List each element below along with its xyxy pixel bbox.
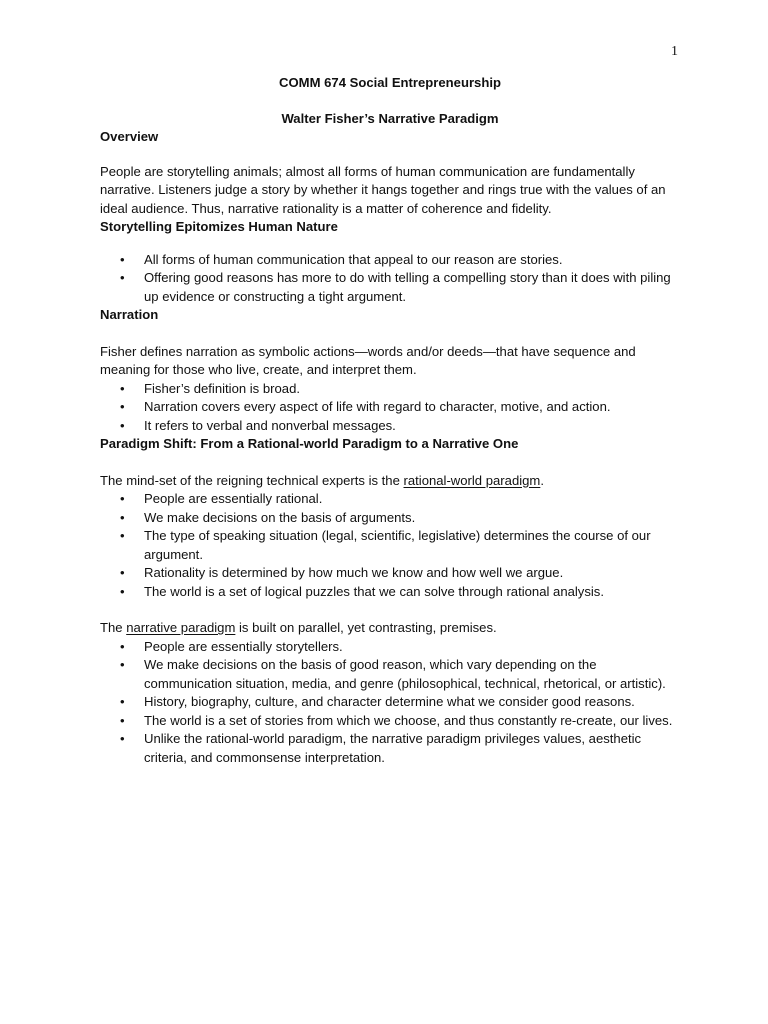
bullet-icon: • [120, 380, 125, 396]
list-item [100, 269, 680, 306]
bullet-icon: • [120, 657, 125, 672]
narrative-paradigm-term: narrative paradigm [126, 620, 236, 635]
bullet-icon: • [120, 731, 125, 746]
overview-heading: Overview [100, 129, 159, 144]
list-item-text: Fisher’s definition is broad. [144, 380, 300, 396]
list-item [100, 527, 680, 564]
list-item-text: People are essentially rational. [144, 491, 323, 506]
list-item [100, 490, 680, 509]
bullet-icon: • [120, 583, 125, 599]
list-item [100, 638, 680, 657]
list-item [100, 564, 680, 583]
bullet-icon: • [120, 528, 125, 543]
list-item [100, 656, 680, 693]
list-item-text: The type of speaking situation (legal, scientific, legislative) determines the course of our argument. [144, 528, 651, 562]
overview-paragraph: People are storytelling animals; almost all forms of human communication are fundamentally narrative. Listeners judge a story by whether it hangs together and rings true with the values of an ideal audience. Thus, narrative rationality is a matter of coherence and fidelity. [100, 163, 666, 216]
document-body [100, 72, 680, 767]
list-item [100, 693, 680, 712]
narration-paragraph: Fisher defines narration as symbolic actions—words and/or deeds—that have sequence and meaning for those who live, create, and interpret them. [100, 343, 636, 377]
list-item [100, 712, 680, 731]
paradigm-shift-heading: Paradigm Shift: From a Rational-world Paradigm to a Narrative One [100, 436, 519, 451]
bullet-icon: • [120, 491, 125, 506]
list-item [100, 417, 680, 436]
intro-text: The mind-set of the reigning technical experts is the [100, 472, 404, 488]
list-item [100, 398, 680, 417]
intro-text: . [540, 472, 544, 488]
narration-heading: Narration [100, 307, 159, 322]
storytelling-list [100, 251, 680, 307]
storytelling-heading: Storytelling Epitomizes Human Nature [100, 219, 338, 234]
narrative-paradigm-list [100, 638, 680, 768]
bullet-icon: • [120, 270, 125, 285]
list-item-text: We make decisions on the basis of good reason, which vary depending on the communication situation, media, and genre (philosophical, technical, rhetorical, or artistic). [144, 657, 666, 691]
rational-world-intro [100, 472, 680, 491]
bullet-icon: • [120, 399, 125, 414]
document-title: Walter Fisher’s Narrative Paradigm [281, 110, 499, 126]
list-item [100, 583, 680, 602]
list-item-text: Offering good reasons has more to do with telling a compelling story than it does with piling up evidence or constructing a tight argument. [144, 270, 671, 304]
list-item [100, 251, 680, 270]
page-number: 1 [671, 44, 678, 59]
intro-text: The [100, 620, 127, 635]
list-item-text: All forms of human communication that appeal to our reason are stories. [144, 251, 563, 267]
bullet-icon: • [120, 417, 125, 433]
list-item-text: It refers to verbal and nonverbal messages. [144, 417, 396, 433]
list-item [100, 380, 680, 399]
bullet-icon: • [120, 565, 125, 580]
list-item-text: History, biography, culture, and character determine what we consider good reasons. [144, 694, 635, 709]
list-item [100, 730, 680, 767]
bullet-icon: • [120, 694, 125, 709]
list-item-text: The world is a set of logical puzzles that we can solve through rational analysis. [144, 583, 604, 599]
intro-text: is built on parallel, yet contrasting, premises. [235, 620, 497, 635]
list-item-text: Narration covers every aspect of life with regard to character, motive, and action. [144, 399, 611, 414]
rational-world-paradigm-term: rational-world paradigm [403, 472, 541, 488]
course-title: COMM 674 Social Entrepreneurship [279, 75, 501, 90]
narrative-paradigm-intro [100, 619, 680, 638]
bullet-icon: • [120, 251, 125, 267]
bullet-icon: • [120, 712, 125, 728]
list-item-text: Rationality is determined by how much we know and how well we argue. [144, 565, 564, 580]
list-item-text: People are essentially storytellers. [144, 638, 343, 654]
list-item-text: Unlike the rational-world paradigm, the narrative paradigm privileges values, aesthetic criteria, and commonsense interpretation. [144, 731, 642, 765]
list-item-text: We make decisions on the basis of arguments. [144, 509, 416, 525]
narration-list [100, 380, 680, 436]
bullet-icon: • [120, 509, 125, 525]
bullet-icon: • [120, 638, 125, 654]
list-item-text: The world is a set of stories from which we choose, and thus constantly re-create, our lives. [144, 712, 673, 728]
list-item [100, 509, 680, 528]
rational-world-list [100, 490, 680, 601]
